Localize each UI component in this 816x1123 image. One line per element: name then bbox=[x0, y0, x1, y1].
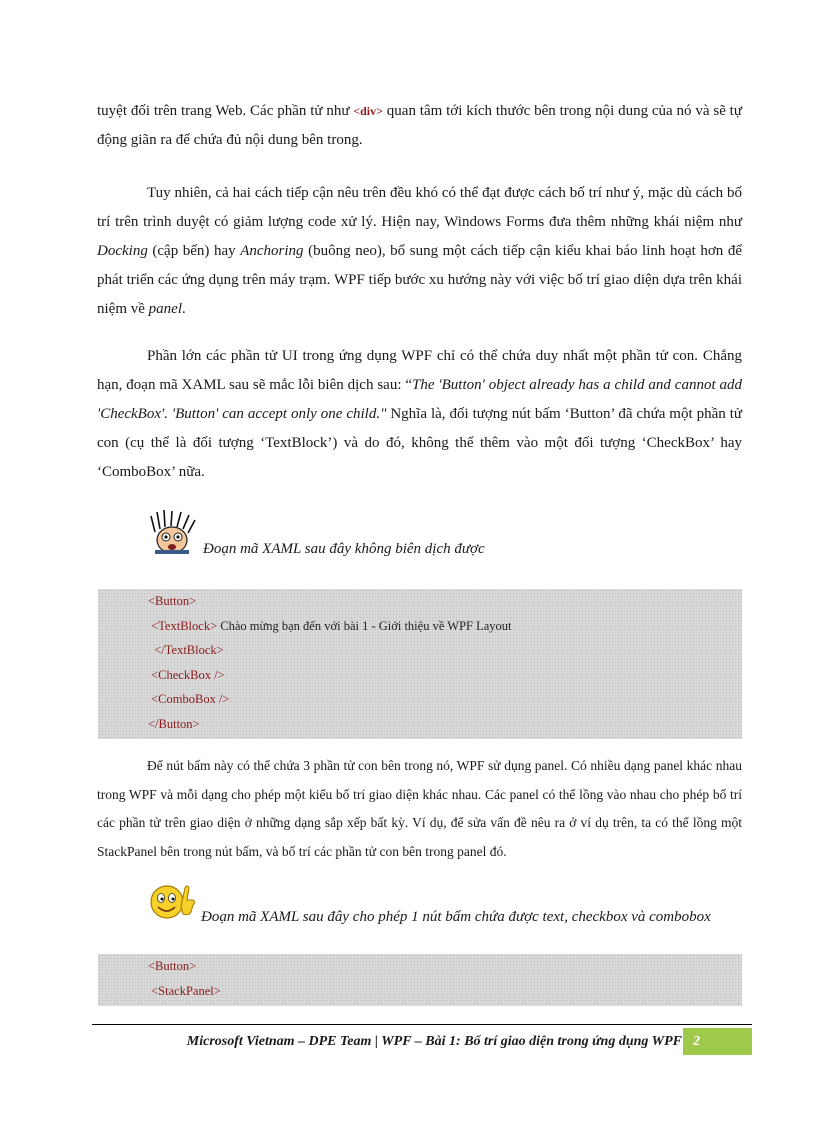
code-text: Chào mừng bạn đến với bài 1 - Giới thiệu về WPF Layout bbox=[217, 618, 512, 633]
code-tag: </TextBlock> bbox=[148, 643, 224, 657]
paragraph-1 bbox=[97, 97, 742, 155]
code-tag: <StackPanel> bbox=[148, 983, 221, 998]
page-number-badge: 2 bbox=[683, 1028, 752, 1055]
code-line bbox=[98, 954, 742, 979]
paragraph-4: Để nút bấm này có thể chứa 3 phần tử con bên trong nó, WPF sử dụng panel. Có nhiều dạng panel khác nhau trong WPF và mỗi dạng cho phép một kiểu bố trí giao diện khác nhau. Các panel có thể lồng vào nhau cho phép bố trí các phần tử trên giao diện ở những dạng sắp xếp bất kỳ. Ví dụ, để sửa vấn đề nêu ra ở ví dụ trên, ta có thể lồng một StackPanel bên trong nút bấm, và bố trí các phần tử con bên trong panel đó. bbox=[97, 758, 742, 859]
term-anchoring: Anchoring bbox=[240, 243, 304, 259]
callout-bad-code bbox=[147, 515, 485, 559]
code-tag: <ComboBox /> bbox=[148, 692, 230, 706]
compile-error-message: The 'Button' object already has a child and cannot add 'CheckBox'. 'Button' can accept only one child." bbox=[97, 377, 743, 422]
code-line bbox=[98, 663, 742, 688]
paragraph-2-text-c: (buông neo), bổ sung một cách tiếp cận kiểu khai báo linh hoạt hơn để phát triển các ứng dụng trên máy trạm. WPF tiếp bước xu hướng này với việc bố trí giao diện dựa trên khái niệm về bbox=[97, 243, 742, 317]
paragraph-3-text-a: Phần lớn các phần tử UI trong ứng dụng WPF chỉ có thể chứa duy nhất một phần tử con. Chẳng hạn, đoạn mã XAML sau sẽ mắc lỗi biên dịch sau: “ bbox=[97, 348, 742, 393]
code-line bbox=[98, 687, 742, 712]
code-line bbox=[98, 638, 742, 663]
code-line bbox=[98, 712, 742, 737]
callout-bad-caption: Đoạn mã XAML sau đây không biên dịch được bbox=[203, 541, 485, 557]
callout-good-caption: Đoạn mã XAML sau đây cho phép 1 nút bấm chứa được text, checkbox và combobox bbox=[201, 909, 711, 925]
code-tag: </Button> bbox=[148, 716, 200, 731]
happy-face-icon bbox=[147, 878, 197, 927]
paragraph-2 bbox=[97, 179, 742, 324]
paragraph-2-text-b: (cập bến) hay bbox=[147, 243, 241, 259]
paragraph-3 bbox=[97, 342, 742, 487]
paragraph-1-text-b: quan tâm tới kích thước bên trong nội dung của nó và sẽ tự động giãn ra để chứa đủ nội dung bên trong. bbox=[97, 103, 742, 148]
code-line bbox=[98, 614, 742, 639]
code-line bbox=[98, 589, 742, 614]
term-panel: panel bbox=[148, 301, 182, 317]
footer-title: Microsoft Vietnam – DPE Team | WPF – Bài 1: Bố trí giao diện trong ứng dụng WPF bbox=[186, 1034, 682, 1049]
code-block-invalid bbox=[98, 589, 742, 739]
code-line bbox=[98, 979, 742, 1004]
paragraph-2-text-a: Tuy nhiên, cả hai cách tiếp cận nêu trên đều khó có thể đạt được cách bố trí như ý, mặc dù cách bố trí trên trình duyệt có giảm lượng code xử lý. Hiện nay, Windows Forms đưa thêm những khái niệm như bbox=[97, 185, 742, 230]
code-tag: <Button> bbox=[148, 594, 197, 608]
code-tag: <CheckBox /> bbox=[148, 667, 225, 682]
code-tag: <TextBlock> bbox=[148, 618, 218, 633]
paragraph-3-text-b: Nghĩa là, đối tượng nút bấm ‘Button’ đã chứa một phần tử con (cụ thể là đối tượng ‘TextBlock’) và do đó, không thể thêm vào một đối tượng ‘CheckBox’ hay ‘ComboBox’ nữa. bbox=[97, 406, 742, 480]
callout-good-code bbox=[147, 883, 711, 927]
paragraph-1-text-a: tuyệt đối trên trang Web. Các phần tử như bbox=[97, 103, 354, 119]
term-docking: Docking bbox=[97, 243, 148, 259]
footer-divider bbox=[92, 1024, 752, 1025]
paragraph-2-text-d: . bbox=[181, 301, 186, 317]
code-tag: <Button> bbox=[148, 959, 197, 973]
confused-face-icon bbox=[147, 510, 199, 559]
div-tag-inline: <div> bbox=[353, 104, 383, 118]
code-block-valid bbox=[98, 954, 742, 1006]
